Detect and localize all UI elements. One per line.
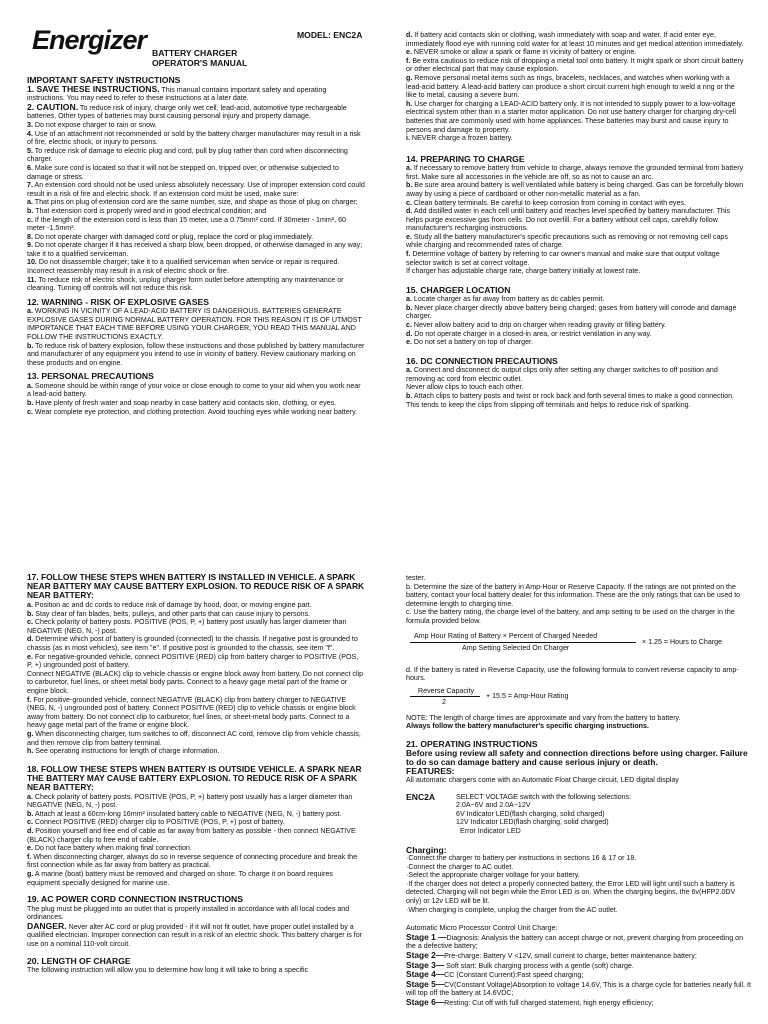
formula-denominator: Amp Setting Selected On Charger <box>462 643 570 652</box>
note-text: NOTE: The length of charge times are approximate and vary from the battery to battery. <box>406 713 681 722</box>
formula2-result: + 15.5 = Amp-Hour Rating <box>486 691 569 700</box>
stage-2: Stage 2—Pre-charge: Battery V <12V, small current to charge, better maintenance battery; <box>406 950 697 961</box>
section-15-a: a. Locate charger as far away from battery as dc cables permit. <box>406 295 605 304</box>
safety-item-3: 3. Do not expose charger to rain or snow. <box>27 120 157 129</box>
section-17-g: g. When disconnecting charger, turn switches to off, disconnect AC cord, remove clip from vehicle chassis, and then remove clip from battery terminal. <box>27 729 361 747</box>
section-13-e: e. NEVER smoke or allow a spark or flame in vicinity of battery or engine. <box>406 48 637 57</box>
hours-to-charge-formula <box>406 632 751 662</box>
section-18-title: 18. FOLLOW THESE STEPS WHEN BATTERY IS OUTSIDE VEHICLE. A SPARK NEAR THE BATTERY MAY CAUSE BATTERY EXPLOSION. TO REDUCE RISK OF A SPARK NEAR BATTERY: <box>27 763 362 792</box>
section-19-title: 19. AC POWER CORD CONNECTION INSTRUCTIONS <box>27 894 243 905</box>
safety-item-2: 2. CAUTION. To reduce risk of injury, charge only wet cell, lead-acid, automotive type rechargeable batteries. Other types of batteries may burst causing personal injury and property damage. <box>27 101 347 121</box>
formula-numerator: Amp Hour Rating of Battery × Percent of Charged Needed <box>414 631 598 640</box>
formula2-denominator: 2 <box>442 697 446 706</box>
section-17-f: f. For positive-grounded vehicle, connect NEGATIVE (BLACK) clip from battery charger to NEGATIVE (NEG, N, -) ungrounded post of battery. Connect POSITIVE (RED) clip to vehicle chassis or engine block away from battery. Do not connect clip to carburetor, fuel lines, or sheet-metal body parts. Connect to a heavy gage metal part of the frame or engine block. <box>27 695 356 730</box>
section-21-title: 21. OPERATING INSTRUCTIONS <box>406 738 538 749</box>
section-16-b: b. Attach clips to battery posts and twist or rock back and forth several times to make a good connection. This tends to keep the clips from slipping off terminals and helps to reduce risk of sparking. <box>406 392 735 409</box>
features-text: All automatic chargers come with an Automatic Float Charge circuit, LED digital display <box>406 775 679 784</box>
top-right-column <box>406 31 744 409</box>
safety-item-10: 10. Do not disassemble charger; take it to a qualified serviceman when service or repair is required. Incorrect reassembly may result in a risk of electric shock or fire. <box>27 258 340 276</box>
section-17-d: d. Determine which post of battery is grounded (connected) to the chassis. If negative post is grounded to chassis (as in most vehicles), see item "e". If positive post is grounded to the chassis, see item "f". <box>27 635 358 652</box>
safety-item-8: 8. Do not operate charger with damaged cord or plug, replace the cord or plug immediately. <box>27 232 314 241</box>
section-20-title: 20. LENGTH OF CHARGE <box>27 955 131 966</box>
energizer-logo <box>32 24 150 56</box>
safety-item-1: 1. SAVE THESE INSTRUCTIONS. This manual contains important safety and operating instructions. You may need to refer to these instructions at a later date. <box>27 83 327 103</box>
section-18-g: g. A marine (boat) battery must be removed and charged on shore. To charge it on board requires equipment specially designed for marine use. <box>27 870 333 887</box>
section-20-d: d. If the battery is rated in Reverse Capacity, use the following formula to convert reverse capacity to amp-hours. <box>406 665 739 683</box>
charging-title: Charging: <box>406 844 447 855</box>
formula-fraction-line <box>410 642 636 643</box>
manual-title <box>152 48 247 68</box>
enc2a-line: 2.0A~6V and 2.0A~12V <box>456 801 531 810</box>
charging-line: ·Connect the charger to AC outlet. <box>406 862 514 871</box>
safety-item-5: 5. To reduce risk of damage to electric plug and cord, pull by plug rather than cord when disconnecting charger. <box>27 146 348 164</box>
section-15-title: 15. CHARGER LOCATION <box>406 284 511 295</box>
safety-item-6: 6. Make sure cord is located so that it will not be stepped on, tripped over, or otherwise subjected to damage or stress. <box>27 163 339 181</box>
section-14-e: e. Study all the battery manufacturer's specific precautions such as removing or not removing cell caps while charging and recommended rates of charge. <box>406 232 728 250</box>
section-14-b: b. Be sure area around battery is well ventilated while battery is being charged. Gas can be forcefully blown away by using a piece of cardboard or other non-metallic material as a fan. <box>406 181 744 198</box>
section-14-title: 14. PREPARING TO CHARGE <box>406 153 525 164</box>
micro-title: Automatic Micro Processor Control Unit Charge: <box>406 924 558 933</box>
logo-text: Energizer <box>32 25 147 55</box>
section-16-a-extra: Never allow clips to touch each other. <box>406 383 524 392</box>
section-20-text: The following instruction will allow you to determine how long it will take to bring a specific <box>27 966 309 974</box>
section-16-a: a. Connect and disconnect dc output clips only after setting any charger switches to off position and removing ac cord from electric outlet. <box>406 366 718 383</box>
section-20-b: b. Determine the size of the battery in Amp-Hour or Reserve Capacity. If the ratings are not printed on the battery, contact your local battery dealer for this information. These are the only ratings that can be used to determine length to charging time. <box>406 582 741 608</box>
note-bold: Always follow the battery manufacturer's specific charging instructions. <box>406 722 649 731</box>
section-19-text: The plug must be plugged into an outlet that is properly installed in accordance with all local codes and ordinances. <box>27 904 350 922</box>
enc2a-line: 12V Indicator LED(flash charging, solid charged) <box>456 818 609 827</box>
section-12-a: a. WORKING IN VICINITY OF A LEAD-ACID BATTERY IS DANGEROUS. BATTERIES GENERATE EXPLOSIVE GASES DURING NORMAL BATTERY OPERATION. FOR THIS REASON IT IS OF UTMOST IMPORTANCE THAT EACH TIME BEFORE USING YOUR CHARGER, YOU READ THIS MANUAL AND FOLLOW THE INSTRUCTIONS EXACTLY. <box>27 307 362 342</box>
enc2a-features <box>406 793 751 836</box>
section-13-g: g. Remove personal metal items such as rings, bracelets, necklaces, and watches when working with a lead-acid battery. A lead-acid battery can produce a short circuit current high enough to weld a ring or the like to metal, causing a severe burn. <box>406 73 735 100</box>
section-13-title: 13. PERSONAL PRECAUTIONS <box>27 371 154 382</box>
section-13-i: i. NEVER charge a frozen battery. <box>406 134 513 143</box>
section-17-title: 17. FOLLOW THESE STEPS WHEN BATTERY IS INSTALLED IN VEHICLE. A SPARK NEAR BATTERY MAY CAUSE BATTERY EXPLOSION. TO REDUCE RISK OF A SPARK NEAR BATTERY: <box>27 572 365 600</box>
section-18-f: f. When disconnecting charger, always do so in reverse sequence of connecting procedure and break the first connection while as far away from battery as practical. <box>27 852 358 870</box>
safety-item-7b: b. That extension cord is properly wired and in good electrical condition; and <box>27 206 267 215</box>
title-line-1: BATTERY CHARGER <box>152 48 238 58</box>
section-13-h: h. Use charger for charging a LEAD-ACID battery only. It is not intended to supply power to a low-voltage electrical system other than in a starter motor application. Do not use battery charger for charging dry-cell batteries that are commonly used with home appliances. These batteries may burst and cause injury to persons and damage to property. <box>406 99 737 134</box>
formula2-numerator: Reverse Capacity <box>418 686 474 695</box>
section-13-f: f. Be extra cautious to reduce risk of dropping a metal tool onto battery. It might spark or short circuit battery or other electrical part that may cause explosion. <box>406 56 744 74</box>
section-15-c: c. Never allow battery acid to drip on charger when reading gravity or filling battery. <box>406 321 667 330</box>
section-17-e-extra: Connect NEGATIVE (BLACK) clip to vehicle chassis or engine block away from battery. Do not connect clip to carburetor, fuel lines, or sheet metal body parts. Connect to a heavy gage metal part of the frame or engine block. <box>27 669 364 695</box>
section-12-b: b. To reduce risk of battery explosion, follow these instructions and those published by battery manufacturer and manufacturer of any equipment you intend to use in vicinity of battery. Review cautionary marking on these products and on engine. <box>27 341 365 367</box>
section-19-danger: DANGER. Never alter AC cord or plug provided - if it will not fit outlet, have proper outlet installed by a qualified electrician. Improper connection can result in a risk of an electric shock. This battery charger is for use on a nominal 110-volt circuit. <box>27 920 363 948</box>
top-left-column <box>27 76 365 416</box>
section-20-c: c. Use the battery rating, the charge level of the battery, and amp setting to be used on the charger in the formula provided below. <box>406 608 735 625</box>
safety-item-7a: a. That pins on plug of extension cord are the same number, size, and shape as those of plug on charger; <box>27 198 358 207</box>
section-14-a: a. If necessary to remove battery from vehicle to charge, always remove the grounded terminal from battery first. Make sure all accessories in the vehicle are off, so as not to cause an arc. <box>406 164 744 181</box>
bottom-left-column <box>27 573 365 975</box>
charging-line: ·Connect the charger to battery per instructions in sections 16 & 17 or 18. <box>406 854 637 863</box>
stage-6: Stage 6—Resting: Cut off with full charged statement, high energy efficiency; <box>406 997 654 1007</box>
enc2a-line: SELECT VOLTAGE switch with the following selections: <box>456 792 632 801</box>
model-number: MODEL: ENC2A <box>297 30 363 40</box>
charging-line: ·When charging is complete, unplug the charger from the AC outlet. <box>406 905 618 914</box>
section-14-f-extra: If charger has adjustable charge rate, charge battery initially at lowest rate. <box>406 267 641 276</box>
stage-4: Stage 4—CC (Constant Current):Fast speed charging; <box>406 969 584 980</box>
safety-item-7c: c. If the length of the extension cord is less than 15 meter, use a 0.75mm² cord. If 30meter - 1mm², 60 meter -1.5mm². <box>27 215 346 233</box>
features-title: FEATURES: <box>406 766 455 777</box>
formula-result: × 1.25 = Hours to Charge <box>642 637 723 646</box>
stage-1: Stage 1 —Diagnosis: Analysis the battery can accept charge or not, prevent charging from proceeding on the a defective battery; <box>406 931 744 951</box>
section-18-a: a. Check polarity of battery posts. POSITIVE (POS, P, +) battery post usually has a larger diameter than NEGATIVE (NEG, N, -) post. <box>27 792 353 810</box>
charging-line: ·Select the appropriate charger voltage for your battery. <box>406 871 580 880</box>
section-20-continued: tester. <box>406 574 426 582</box>
enc2a-line: 6V Indicator LED(flash charging, solid charged) <box>456 809 605 818</box>
safety-title: IMPORTANT SAFETY INSTRUCTIONS <box>27 75 181 85</box>
section-18-e: e. Do not face battery when making final connection. <box>27 844 192 853</box>
stage-5: Stage 5—CV(Constant Voltage)Absorption to voltage 14.6V, This is a charge cycle for batteries nearly full. It will top off the battery at 14.6VDC; <box>406 978 751 998</box>
section-18-d: d. Position yourself and free end of cable as far away from battery as possible - then connect NEGATIVE (BLACK) charger clip to free end of cable. <box>27 827 356 844</box>
enc2a-label: ENC2A <box>406 791 436 802</box>
safety-item-11: 11. To reduce risk of electric shock, unplug charger form outlet before attempting any maintenance or cleaning. Turning off controls will not reduce this risk. <box>27 275 344 293</box>
section-18-b: b. Attach at least a 60cm-long 16mm² insulated battery cable to NEGATIVE (NEG, N, -) battery post. <box>27 809 342 818</box>
enc2a-values <box>456 793 751 836</box>
formula2-fraction-line <box>410 696 480 697</box>
section-17-c: c. Check polarity of battery posts. POSITIVE (POS, P, +) battery post usually has larger diameter than NEGATIVE (NEG, N, -) post. <box>27 618 347 635</box>
charging-line: ·If the charger does not detect a properly connected battery, the Error LED will light until such a battery is detected. Charging will not begin while the Error LED is on. When the charging begins, the 6v(HFP2.0DV only) or 12v LED will be lit. <box>406 879 736 906</box>
section-16-title: 16. DC CONNECTION PRECAUTIONS <box>406 355 558 366</box>
section-15-b: b. Never place charger directly above battery being charged; gases from battery will corrode and damage charger. <box>406 303 737 321</box>
section-17-h: h. See operating instructions for length of charge information. <box>27 747 220 756</box>
safety-item-7: 7. An extension cord should not be used unless absolutely necessary. Use of improper extension cord could result in a risk of fire and electric shock. If an extension cord must be used, make sure: <box>27 181 365 198</box>
safety-item-4: 4. Use of an attachment not recommended or sold by the battery charger manufacturer may result in a risk of fire, electric shock, or injury to persons. <box>27 129 361 147</box>
section-13-d: d. If battery acid contacts skin or clothing, wash immediately with soap and water. If acid enter eye, immediately flood eye with running cold water for at least 10 minutes and get medical attention immediately. <box>406 31 744 48</box>
section-15-e: e. Do not set a battery on top of charger. <box>406 338 533 347</box>
section-14-f: f. Determine voltage of battery by referring to car owner's manual and make sure that output voltage selector switch is set at correct voltage. <box>406 250 720 267</box>
title-line-2: OPERATOR'S MANUAL <box>152 58 248 68</box>
enc2a-line: Error Indicator LED <box>460 826 521 835</box>
section-12-title: 12. WARNING - RISK OF EXPLOSIVE GASES <box>27 296 209 307</box>
section-14-c: c. Clean battery terminals. Be careful to keep corrosion from coming in contact with eyes. <box>406 198 686 207</box>
amp-hour-formula <box>406 687 751 711</box>
section-17-e: e. For negative-grounded vehicle, connect POSITIVE (RED) clip from battery charger to POSITIVE (POS, P, +) ungrounded post of battery. <box>27 652 359 670</box>
section-18-c: c. Connect POSITIVE (RED) charger clip to POSITIVE (POS, P, +) post of battery. <box>27 818 285 827</box>
section-13-c: c. Wear complete eye protection, and clothing protection. Avoid touching eyes while working near battery. <box>27 407 358 416</box>
safety-item-9: 9. Do not operate charger if it has received a sharp blow, been dropped, or otherwise damaged in any way; take it to a qualified serviceman. <box>27 241 363 258</box>
section-21-warning: Before using review all safety and connection directions before using charger. Failure to do so can damage battery and cause serious injury or death. <box>406 748 748 768</box>
section-17-a: a. Position ac and dc cords to reduce risk of damage by hood, door, or moving engine part. <box>27 601 312 609</box>
section-14-d: d. Add distilled water in each cell until battery acid reaches level specified by battery manufacturer. This helps purge excessive gas from cells. Do not overfill. For a battery without cell caps, carefully follow manufacturer's recharging instructions. <box>406 207 730 233</box>
section-13-b: b. Have plenty of fresh water and soap nearby in case battery acid contacts skin, clothing, or eyes. <box>27 399 337 407</box>
stage-3: Stage 3— Soft start: Bulk charging process with a gentle (soft) charge. <box>406 959 634 970</box>
section-15-d: d. Do not operate charger in a closed-in area, or restrict ventilation in any way. <box>406 329 652 338</box>
section-17-b: b. Stay clear of fan blades, belts, pulleys, and other parts that can cause injury to persons. <box>27 609 311 618</box>
section-13-a: a. Someone should be within range of your voice or close enough to come to your aid when you work near a lead-acid battery. <box>27 381 361 399</box>
bottom-right-column <box>406 574 751 1008</box>
